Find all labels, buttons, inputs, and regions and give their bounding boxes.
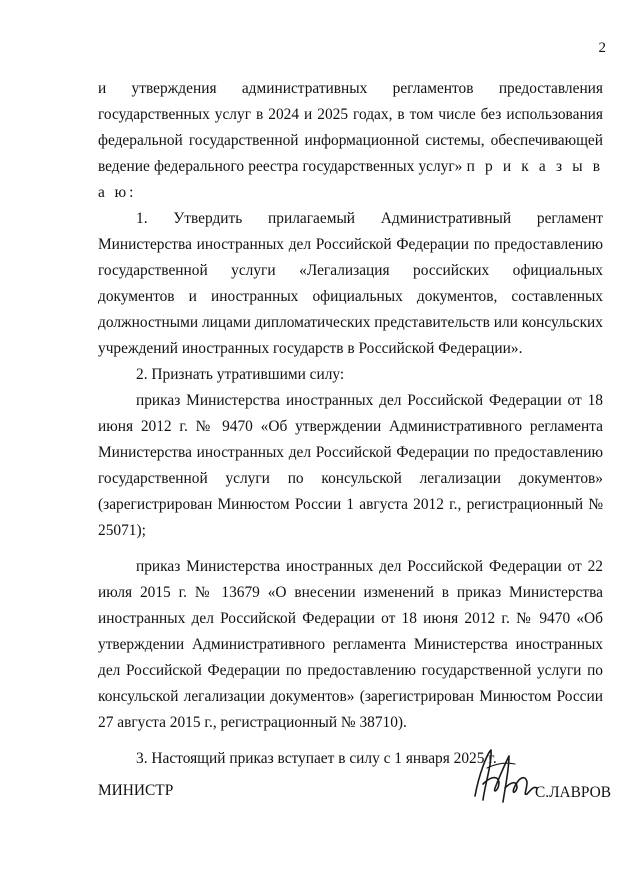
order-word: п р и к а з ы в а ю: xyxy=(98,158,603,201)
page-number: 2 xyxy=(598,40,606,56)
signature-block xyxy=(0,740,640,820)
item-1-paragraph: 1. Утвердить прилагаемый Административный регламент Министерства иностранных дел Российской Федерации по предоставлению государственной услуги «Легализация российских официальных документов и иностранных официальных документов, составленных должностными лицами дипломатических представительств или консульских учреждений иностранных государств в Российской Федерации». xyxy=(98,210,603,357)
repeal-1-paragraph: приказ Министерства иностранных дел Российской Федерации от 18 июня 2012 г. № 9470 «Об утверждении Административного регламента Министерства иностранных дел Российской Федерации по предоставлению государственной услуги по консульской легализации документов» (зарегистрирован Минюстом России 1 августа 2012 г., регистрационный № 25071); xyxy=(98,392,603,539)
item-3-paragraph: 3. Настоящий приказ вступает в силу с 1 января 2025 г. xyxy=(136,750,497,767)
intro-paragraph xyxy=(98,76,603,206)
document-body xyxy=(98,76,603,772)
repeal-2-paragraph: приказ Министерства иностранных дел Российской Федерации от 22 июля 2015 г. № 13679 «О внесении изменений в приказ Министерства иностранных дел Российской Федерации от 18 июня 2012 г. № 9470 «Об утверждении Административного регламента Министерства иностранных дел Российской Федерации по предоставлению государственной услуги по консульской легализации документов» (зарегистрирован Минюстом России 27 августа 2015 г., регистрационный № 38710). xyxy=(98,558,603,731)
signer-name: С.ЛАВРОВ xyxy=(535,784,612,801)
item-2-paragraph: 2. Признать утратившими силу: xyxy=(136,366,345,383)
intro-text: и утверждения административных регламентов предоставления государственных услуг в 2024 и 2025 годах, в том числе без использования федеральной государственной информационной системы, обеспечивающей ведение федерального реестра государственных услуг» xyxy=(98,80,603,175)
signer-title: МИНИСТР xyxy=(98,782,174,799)
